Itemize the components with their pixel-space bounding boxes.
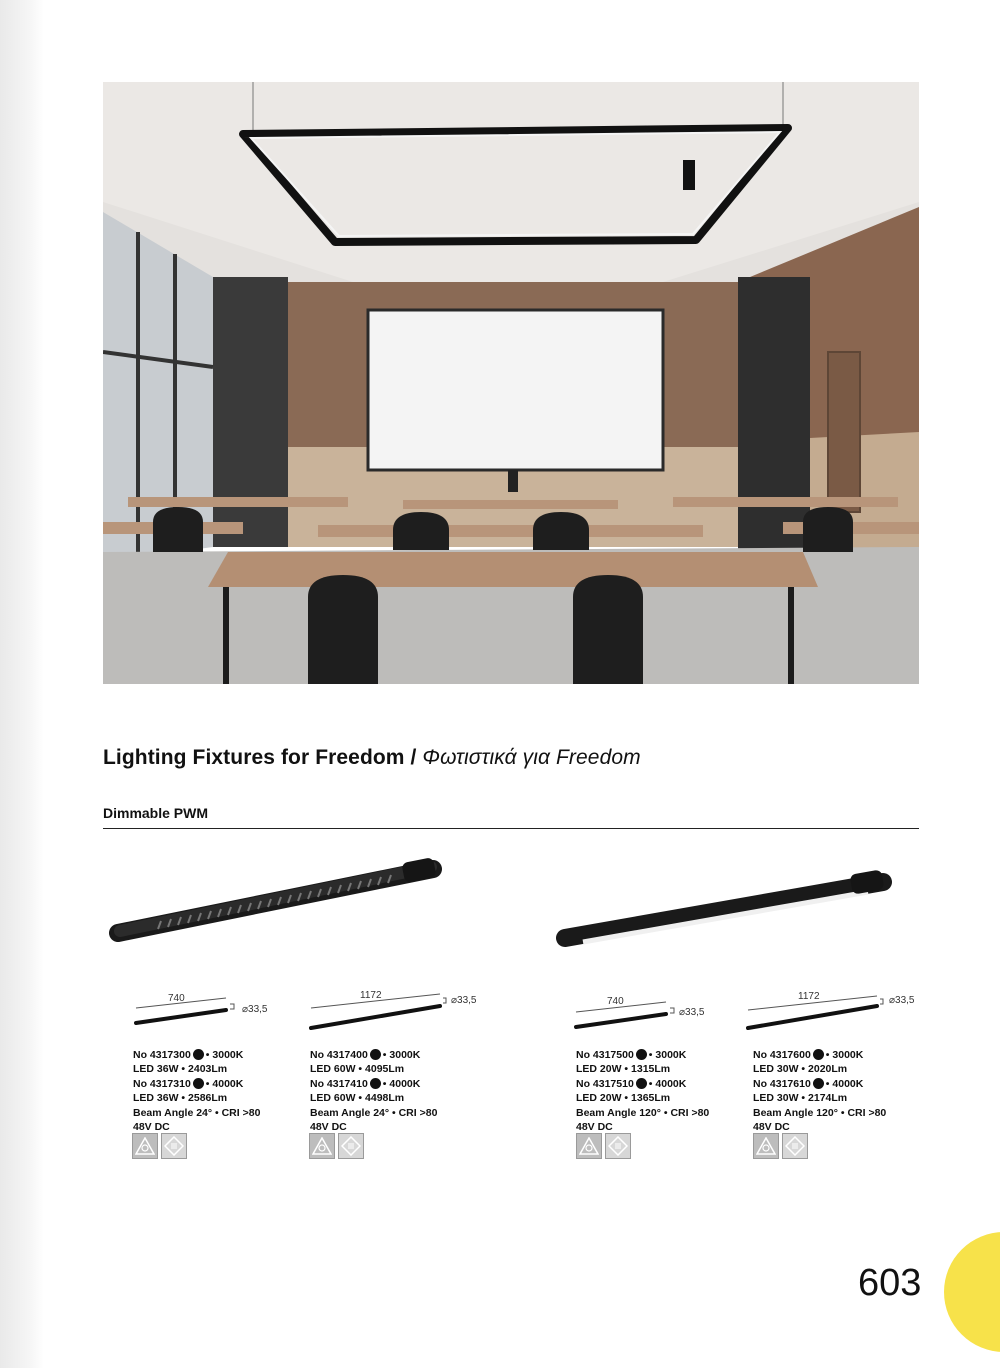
- black-finish-dot: [193, 1078, 204, 1089]
- beam-cri: Beam Angle 120° • CRI >80: [753, 1106, 887, 1119]
- spec-block-2: [310, 1048, 437, 1134]
- product-code: No 4317510: [576, 1077, 634, 1090]
- black-finish-dot: [813, 1049, 824, 1060]
- product-code: No 4317310: [133, 1077, 191, 1090]
- black-finish-dot: [636, 1078, 647, 1089]
- divider-rule: [103, 828, 919, 829]
- driver-icon: [782, 1133, 808, 1159]
- section-subtitle: Dimmable PWM: [103, 805, 209, 821]
- voltage: 48V DC: [576, 1121, 613, 1134]
- power-lumen: LED 36W • 2403Lm: [133, 1063, 228, 1076]
- beam-cri: Beam Angle 24° • CRI >80: [310, 1106, 438, 1119]
- power-lumen: LED 30W • 2174Lm: [753, 1092, 848, 1105]
- power-lumen: LED 60W • 4095Lm: [310, 1063, 405, 1076]
- dimension-diameter-4: ⌀33,5: [889, 995, 915, 1006]
- dimension-diameter-3: ⌀33,5: [679, 1007, 705, 1018]
- beam-cri: Beam Angle 24° • CRI >80: [133, 1106, 261, 1119]
- color-temp: • 3000K: [825, 1049, 864, 1061]
- black-finish-dot: [193, 1049, 204, 1060]
- product-code: No 4317500: [576, 1049, 634, 1061]
- dimension-drawing-1: [130, 990, 240, 1030]
- beam-cri: Beam Angle 120° • CRI >80: [576, 1106, 710, 1119]
- dimension-diameter-1: ⌀33,5: [242, 1004, 268, 1015]
- dimension-drawing-3: [570, 994, 680, 1034]
- product-image-spot-light: [108, 855, 448, 950]
- section-title: [103, 746, 641, 770]
- color-temp: • 3000K: [382, 1049, 421, 1061]
- color-temp: • 4000K: [382, 1077, 421, 1090]
- product-code: No 4317610: [753, 1077, 811, 1090]
- voltage: 48V DC: [133, 1121, 170, 1134]
- color-temp: • 4000K: [205, 1077, 244, 1090]
- dimension-length-4: 1172: [798, 991, 820, 1002]
- color-temp: • 4000K: [825, 1077, 864, 1090]
- dimension-diameter-2: ⌀33,5: [451, 995, 477, 1006]
- dimmable-icon: [753, 1133, 779, 1159]
- hero-classroom-image: [103, 82, 919, 684]
- dimension-length-3: 740: [607, 996, 624, 1007]
- page-corner-accent: [944, 1232, 1000, 1352]
- product-code: No 4317400: [310, 1049, 368, 1061]
- product-image-linear-light: [553, 866, 898, 956]
- color-temp: • 3000K: [205, 1049, 244, 1061]
- black-finish-dot: [636, 1049, 647, 1060]
- power-lumen: LED 60W • 4498Lm: [310, 1092, 405, 1105]
- spec-block-1: [133, 1048, 260, 1134]
- spec-block-3: [576, 1048, 709, 1134]
- product-code: No 4317300: [133, 1049, 191, 1061]
- color-temp: • 3000K: [648, 1049, 687, 1061]
- voltage: 48V DC: [753, 1121, 790, 1134]
- power-lumen: LED 36W • 2586Lm: [133, 1092, 228, 1105]
- page-number: 603: [858, 1262, 922, 1304]
- product-code: No 4317410: [310, 1077, 368, 1090]
- black-finish-dot: [370, 1049, 381, 1060]
- feature-icons-2: [309, 1133, 364, 1159]
- dimension-length-1: 740: [168, 993, 185, 1004]
- dimmable-icon: [309, 1133, 335, 1159]
- product-code: No 4317600: [753, 1049, 811, 1061]
- dimmable-icon: [132, 1133, 158, 1159]
- title-separator: /: [410, 746, 417, 769]
- power-lumen: LED 20W • 1315Lm: [576, 1063, 671, 1076]
- voltage: 48V DC: [310, 1121, 347, 1134]
- dimension-length-2: 1172: [360, 990, 382, 1001]
- spec-block-4: [753, 1048, 886, 1134]
- power-lumen: LED 30W • 2020Lm: [753, 1063, 848, 1076]
- title-greek: Φωτιστικά για Freedom: [422, 746, 641, 769]
- driver-icon: [605, 1133, 631, 1159]
- driver-icon: [338, 1133, 364, 1159]
- feature-icons-1: [132, 1133, 187, 1159]
- driver-icon: [161, 1133, 187, 1159]
- black-finish-dot: [813, 1078, 824, 1089]
- feature-icons-4: [753, 1133, 808, 1159]
- power-lumen: LED 20W • 1365Lm: [576, 1092, 671, 1105]
- feature-icons-3: [576, 1133, 631, 1159]
- color-temp: • 4000K: [648, 1077, 687, 1090]
- dimmable-icon: [576, 1133, 602, 1159]
- title-english: Lighting Fixtures for Freedom: [103, 746, 405, 769]
- black-finish-dot: [370, 1078, 381, 1089]
- page-edge-strip: [0, 0, 44, 1368]
